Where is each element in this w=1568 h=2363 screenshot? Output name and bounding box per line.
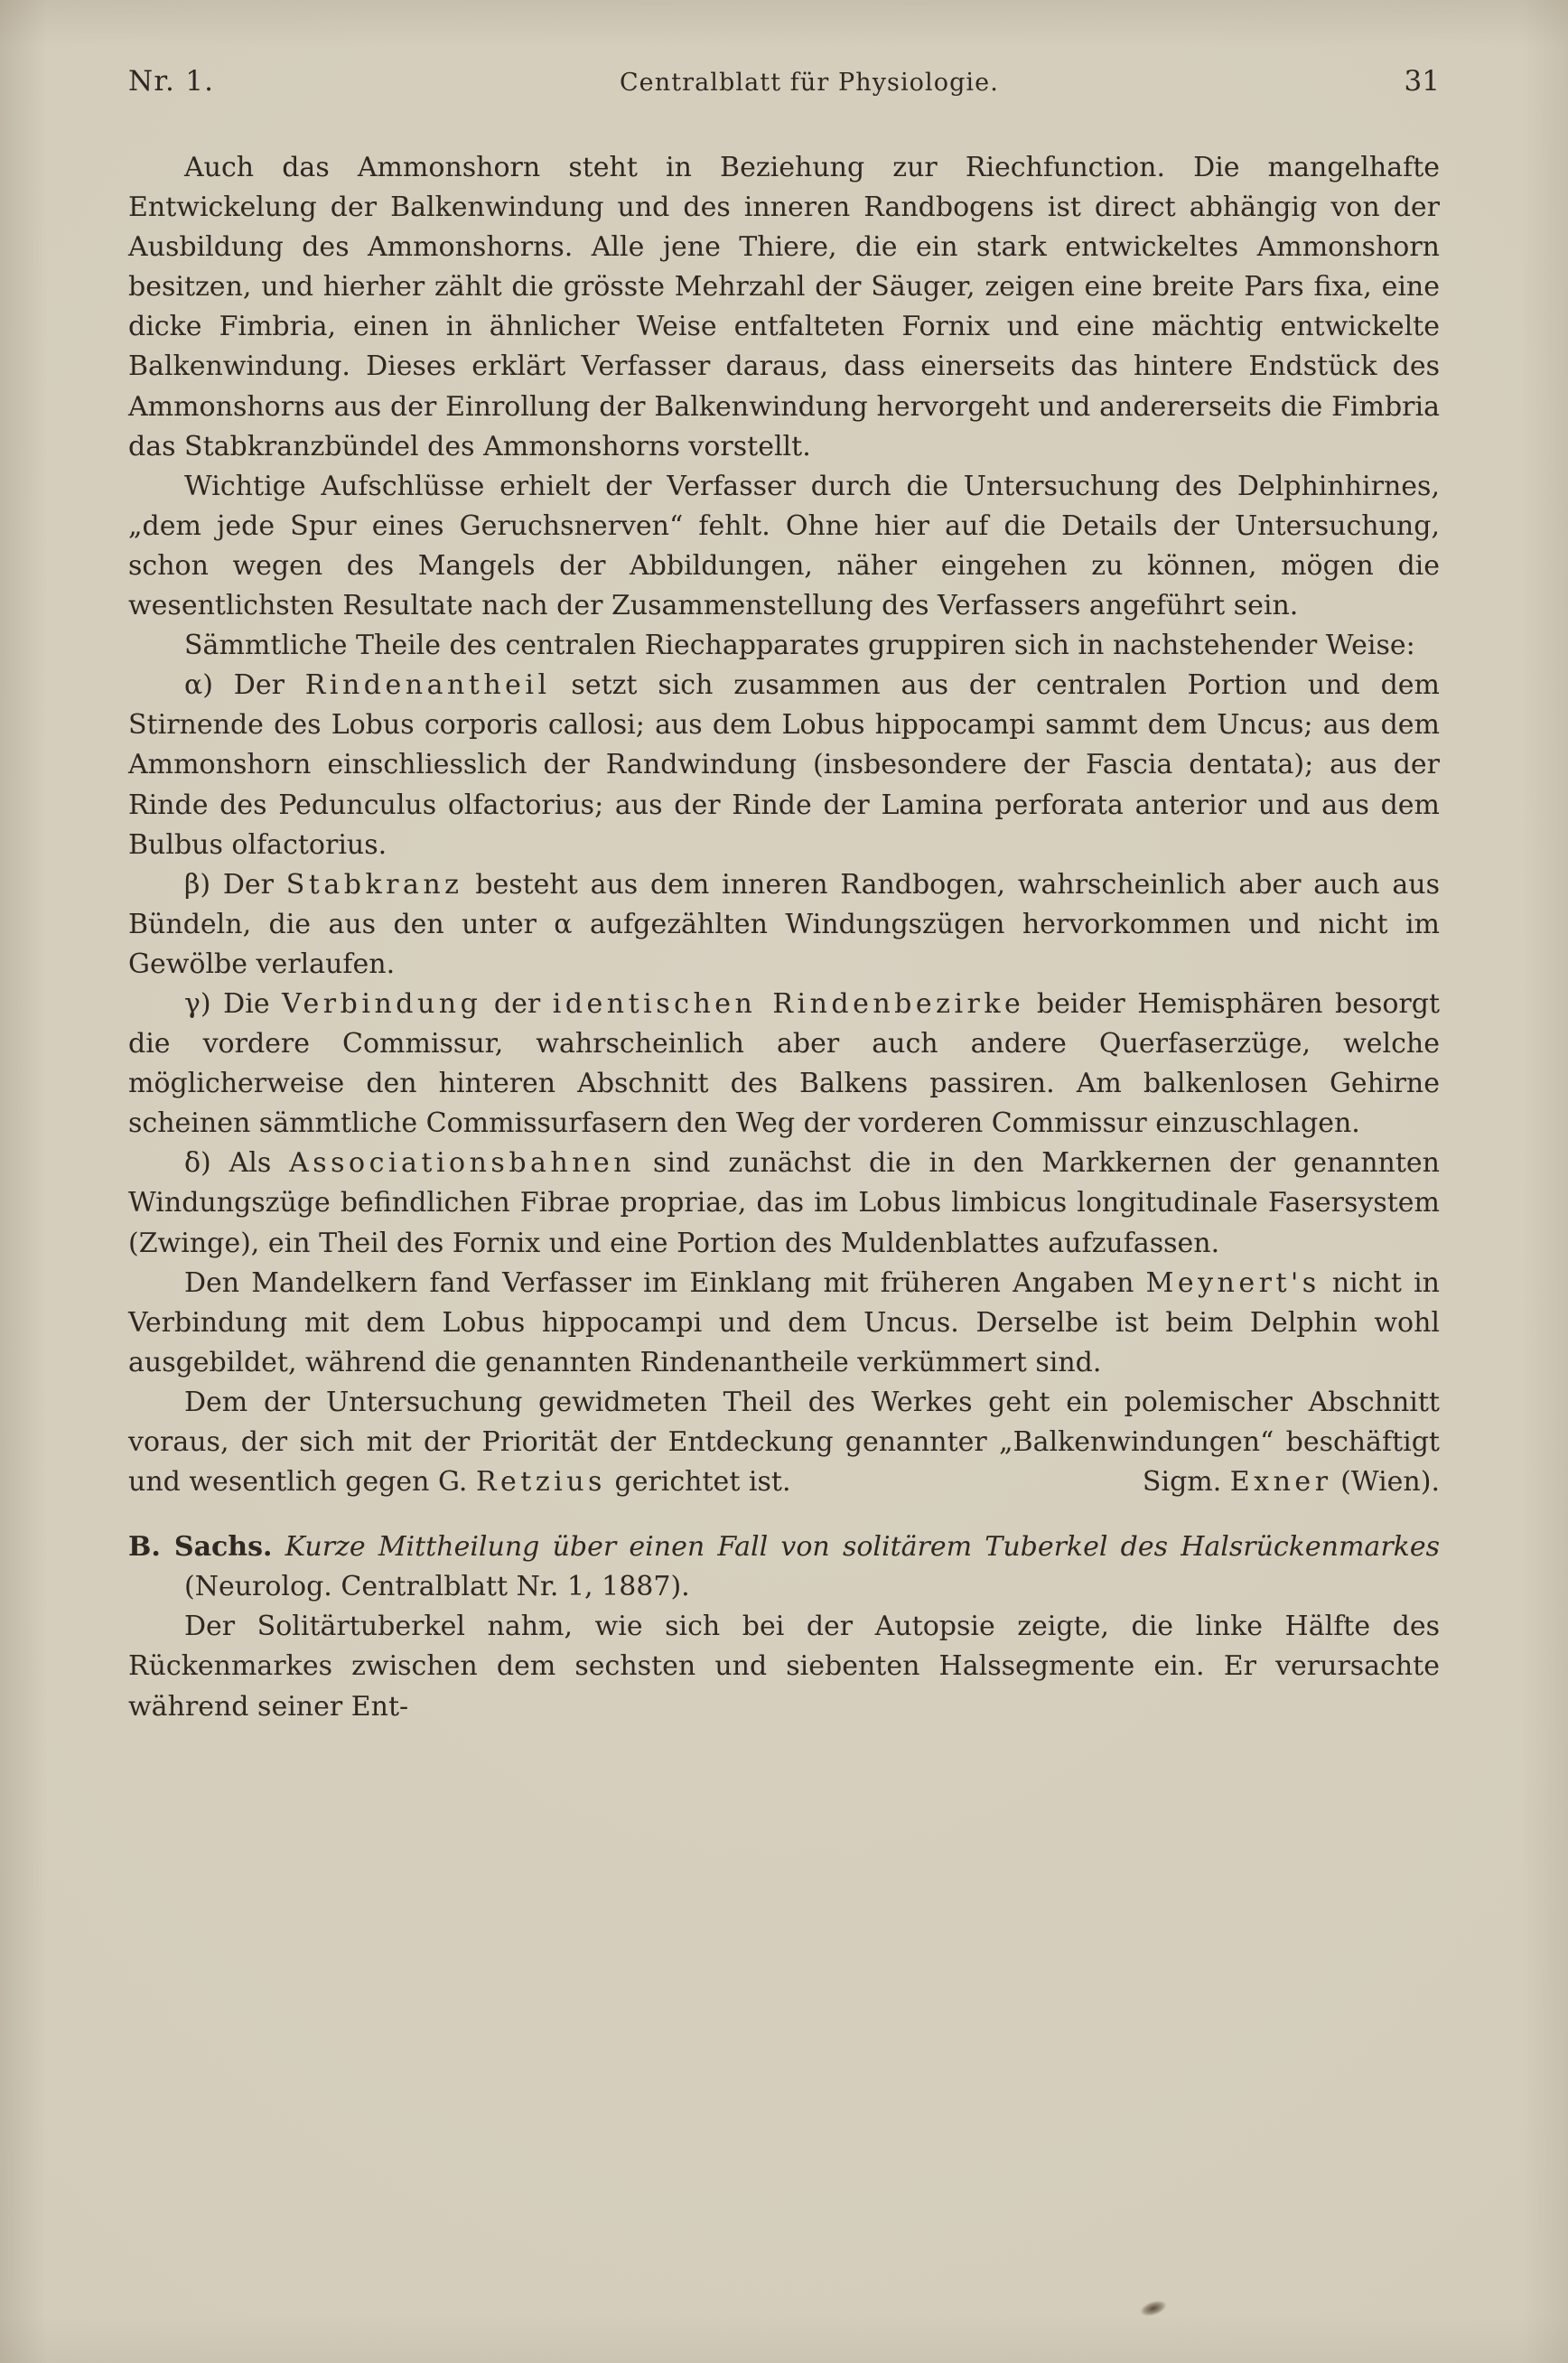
- text-segment: identischen Rindenbezirke: [552, 987, 1025, 1020]
- text-segment: beider Hemisphären besorgt die vordere Commissur, wahrscheinlich aber auch andere Querfaserzüge, welche möglicherweise den hinteren Abschnitt des Balkens passiren. Am balkenlosen Gehirne scheinen sämmtliche Commissurfasern den Weg der vorderen Commissur einzuschlagen.: [128, 987, 1441, 1140]
- text-segment: sind zunächst die in den Markkernen der genannten Windungszüge befindlichen Fibrae propriae, das im Lobus limbicus longitudinale Fasersystem (Zwinge), ein Theil des Fornix und eine Portion des Muldenblattes aufzufassen.: [128, 1147, 1440, 1259]
- journal-title: Centralblatt für Physiologie.: [619, 69, 999, 97]
- paragraph-8: [128, 1264, 1440, 1383]
- text-segment: α) Der: [184, 669, 305, 702]
- text-segment: (Neurolog. Centralblatt Nr. 1, 1887).: [184, 1571, 690, 1603]
- text-segment: γ) Die: [184, 987, 283, 1020]
- text-segment: Exner: [1229, 1466, 1332, 1499]
- paragraph-1: [128, 148, 1440, 467]
- page-number: 31: [1404, 65, 1440, 98]
- paragraph-5: [128, 865, 1440, 985]
- paragraph-10: [128, 1527, 1440, 1607]
- text-segment: δ) Als: [184, 1147, 290, 1180]
- text-segment: der: [481, 987, 553, 1020]
- paragraph-6: [128, 985, 1440, 1144]
- paragraph-7: [128, 1144, 1440, 1263]
- text-segment: Associationsbahnen: [289, 1147, 636, 1180]
- text-segment: Den Mandelkern fand Verfasser im Einklang mit früheren Angaben: [184, 1266, 1146, 1299]
- text-segment: Retzius: [475, 1466, 606, 1499]
- text-segment: Sigm.: [1142, 1466, 1230, 1499]
- paragraph-3: [128, 626, 1440, 666]
- text-segment: (Wien).: [1331, 1466, 1440, 1499]
- ink-smudge: [1138, 2298, 1168, 2320]
- text-segment: Der Solitärtuberkel nahm, wie sich bei der Autopsie zeigte, die linke Hälfte des Rückenmarkes zwischen dem sechsten und siebenten Halssegmente ein. Er verursachte während seiner Ent-: [128, 1611, 1440, 1723]
- text-segment: setzt sich zusammen aus der centralen Portion und dem Stirnende des Lobus corporis callosi; aus dem Lobus hippocampi sammt dem Uncus; aus dem Ammonshorn einschliesslich der Randwindung (insbesondere der Fascia dentata); aus der Rinde des Pedunculus olfactorius; aus der Rinde der Lamina perforata anterior und aus dem Bulbus olfactorius.: [128, 669, 1440, 861]
- text-segment: Verbindung: [282, 987, 482, 1020]
- page-header: [128, 0, 1440, 98]
- author-signature: [1143, 1462, 1440, 1502]
- issue-number: Nr. 1.: [128, 65, 215, 98]
- text-segment: Auch das Ammonshorn steht in Beziehung zur Riechfunction. Die mangelhafte Entwickelung der Balkenwindung und des inneren Randbogens ist direct abhängig von der Ausbildung des Ammonshorns. Alle jene Thiere, die ein stark entwickeltes Ammonshorn besitzen, und hierher zählt die grösste Mehrzahl der Säuger, zeigen eine breite Pars fixa, eine dicke Fimbria, einen in ähnlicher Weise entfalteten Fornix und eine mächtig entwickelte Balkenwindung. Dieses erklärt Verfasser daraus, dass einerseits das hintere Endstück des Ammonshorns aus der Einrollung der Balkenwindung hervorgeht und andererseits die Fimbria das Stabkranzbündel des Ammonshorns vorstellt.: [128, 152, 1440, 462]
- text-segment: Kurze Mittheilung über einen Fall von solitärem Tuberkel des Halsrückenmarkes: [272, 1531, 1440, 1564]
- text-segment: nicht in Verbindung mit dem Lobus hippocampi und dem Uncus. Derselbe ist beim Delphin wohl ausgebildet, während die genannten Rindenantheile verkümmert sind.: [128, 1266, 1440, 1378]
- text-segment: Sämmtliche Theile des centralen Riechapparates gruppiren sich in nachstehender Weise:: [184, 630, 1415, 662]
- paragraph-11: [128, 1607, 1440, 1726]
- text-segment: Meynert's: [1145, 1266, 1321, 1299]
- article-text: [128, 148, 1440, 1727]
- text-segment: Dem der Untersuchung gewidmeten Theil des Werkes geht ein polemischer Abschnitt voraus, der sich mit der Priorität der Entdeckung genannter „Balkenwindungen“ beschäftigt und wesentlich gegen G.: [128, 1386, 1440, 1499]
- text-segment: Wichtige Aufschlüsse erhielt der Verfasser durch die Untersuchung des Delphinhirnes, „dem jede Spur eines Geruchsnerven“ fehlt. Ohne hier auf die Details der Untersuchung, schon wegen des Mangels der Abbildungen, näher eingehen zu können, mögen die wesentlichsten Resultate nach der Zusammenstellung des Verfassers angeführt sein.: [128, 470, 1440, 622]
- paragraph-4: [128, 666, 1440, 864]
- paragraph-9: [128, 1383, 1440, 1502]
- text-segment: B. Sachs.: [128, 1531, 273, 1564]
- text-segment: β) Der: [184, 868, 286, 901]
- text-segment: Rindenantheil: [304, 669, 551, 702]
- text-segment: gerichtet ist.: [605, 1466, 791, 1499]
- text-segment: besteht aus dem inneren Randbogen, wahrscheinlich aber auch aus Bündeln, die aus den unter α aufgezählten Windungszügen hervorkommen und nicht im Gewölbe verlaufen.: [128, 868, 1440, 980]
- paragraph-2: [128, 467, 1440, 626]
- text-segment: Stabkranz: [285, 868, 463, 901]
